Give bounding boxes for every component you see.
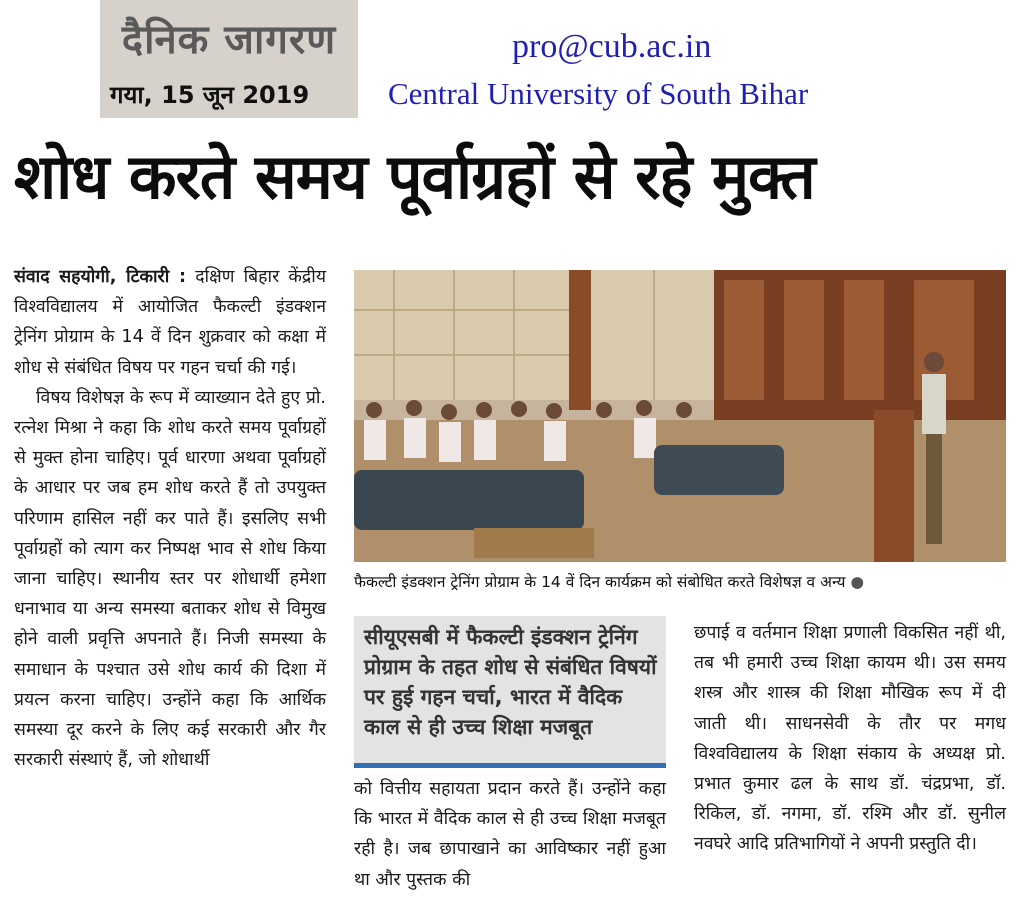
- paragraph-right: छपाई व वर्तमान शिक्षा प्रणाली विकसित नहीं थी, तब भी हमारी उच्च शिक्षा कायम थी। उस समय शस्त्र और शास्त्र की शिक्षा मौखिक रूप में दी जाती थी। साधनसेवी के तौर पर मगध विश्वविद्यालय के शिक्षा संकाय के अध्यक्ष प्रो. प्रभात कुमार ढल के साथ डॉ. चंद्रप्रभा, डॉ. रिकिल, डॉ. नगमा, डॉ. रश्मि और डॉ. सुनील नवघरे आदि प्रतिभागियों ने अपनी प्रस्तुति दी।: [694, 623, 1006, 855]
- event-photo-illustration: [354, 270, 1006, 562]
- pullquote-text: सीयूएसबी में फैकल्टी इंडक्शन ट्रेनिंग प्रोग्राम के तहत शोध से संबंधित विषयों पर हुई गहन चर्चा, भारत में वैदिक काल से ही उच्च शिक्षा मजबूत: [364, 625, 657, 739]
- article-right-column: [694, 618, 1006, 860]
- caption-marker: ●: [850, 573, 864, 591]
- pullquote-divider: [354, 763, 666, 768]
- source-university: Central University of South Bihar: [388, 76, 809, 111]
- photo-caption: [354, 570, 1006, 592]
- event-photo: [354, 270, 1006, 562]
- paragraph-middle: को वित्तीय सहायता प्रदान करते हैं। उन्होंने कहा कि भारत में वैदिक काल से ही उच्च शिक्षा मजबूत रही है। जब छापाखाने का आविष्कार नहीं हुआ था और पुस्तक की: [354, 779, 666, 890]
- article-middle-column: [354, 774, 666, 895]
- photo-caption-text: फैकल्टी इंडक्शन ट्रेनिंग प्रोग्राम के 14 वें दिन कार्यक्रम को संबोधित करते विशेषज्ञ व अन्य: [354, 573, 846, 591]
- byline: संवाद सहयोगी, टिकारी :: [14, 267, 187, 287]
- article-headline: शोध करते समय पूर्वाग्रहों से रहे मुक्त: [14, 140, 815, 213]
- edition-date: गया, 15 जून 2019: [110, 81, 310, 109]
- newspaper-masthead: [100, 0, 358, 118]
- article-left-column: [14, 262, 326, 775]
- paragraph-1: दक्षिण बिहार केंद्रीय विश्वविद्यालय में आयोजित फैकल्टी इंडक्शन ट्रेनिंग प्रोग्राम के 14 वें दिन शुक्रवार को कक्षा में शोध से संबंधित विषय पर गहन चर्चा की गई।: [14, 267, 327, 378]
- pullquote-box: [354, 616, 666, 768]
- newspaper-name: दैनिक जागरण: [121, 17, 337, 63]
- paragraph-2: विषय विशेषज्ञ के रूप में व्याख्यान देते हुए प्रो. रत्नेश मिश्रा ने कहा कि शोध करते समय पूर्वाग्रहों से मुक्त होना चाहिए। पूर्व धारणा अथवा पूर्वाग्रहों के आधार पर जब हम शोध करते हैं तो उपयुक्त परिणाम हासिल नहीं कर पाते हैं। इसलिए सभी पूर्वाग्रहों को त्याग कर निष्पक्ष भाव से शोध किया जाना चाहिए। स्थानीय स्तर पर शोधार्थी हमेशा धनाभाव या अन्य समस्या बताकर शोध से विमुख होने वाली प्रवृत्ति अपनाते हैं। निजी समस्या के समाधान के पश्चात उसे शोध कार्य की दिशा में प्रयत्न करना चाहिए। उन्होंने कहा कि आर्थिक समस्या दूर करने के लिए कई सरकारी और गैर सरकारी संस्थाएं हैं, जो शोधार्थी: [14, 387, 326, 771]
- source-email: pro@cub.ac.in: [512, 28, 712, 65]
